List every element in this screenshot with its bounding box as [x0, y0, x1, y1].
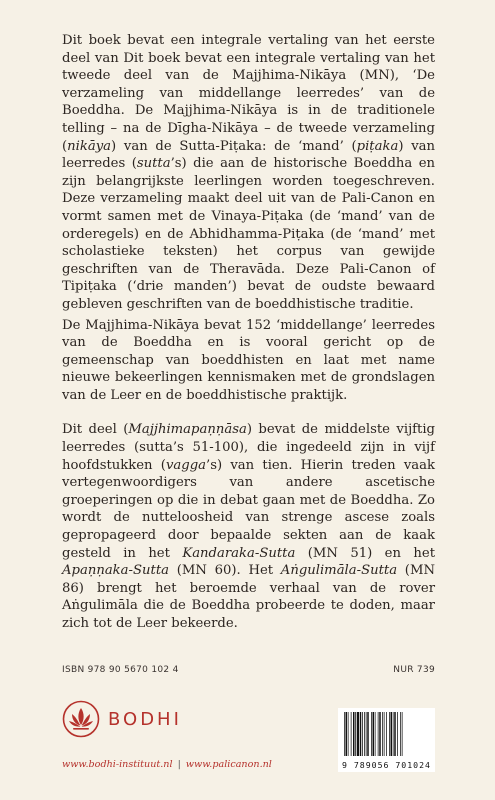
italic-term: vagga: [165, 457, 206, 473]
italic-term: nikāya: [67, 138, 112, 154]
paragraph-volume: [62, 421, 435, 632]
paragraph-intro: [62, 32, 435, 314]
text-run: ) van de Sutta-Piṭaka: de ‘mand’ (: [111, 138, 357, 154]
text-run: ’s) van tien. Hierin treden vaak vertegenwoordigers van andere ascetische groeperingen op die in debat gaan met de Boeddha. Zo wordt de nutteloosheid van strenge ascese zoals gepropageerd door bepaalde sekten aan de kaak gesteld in het: [62, 457, 436, 561]
strikethrough-line: Dit boek bevat een integrale vertaling van het eerste deel van: [62, 33, 435, 66]
italic-term: sutta: [136, 156, 171, 172]
italic-term: piṭaka: [356, 138, 399, 154]
website-link[interactable]: www.palicanon.nl: [185, 759, 272, 770]
text-run: ’s) die aan de historische Boeddha en zijn belangrijkste leerlingen worden toegeschreven. Deze verzameling maakt deel uit van de Pali-Canon en vormt samen met de Vinaya-Piṭaka (de ‘mand’ van de orderegels) en de Abhidhamma-Piṭaka (de ‘mand’ met scholastieke teksten) het corpus van gewijde geschriften van de Theravāda. Deze Pali-Canon of Tipiṭaka (‘drie manden’) bevat de oudste bewaard gebleven geschriften van de boeddhistische traditie.: [62, 156, 435, 312]
text-run: ) van leerredes (: [62, 138, 435, 172]
nur-code: NUR 739: [393, 665, 435, 675]
text-run: (MN 86) brengt het beroemde verhaal van de rover Aṅgulimāla die de Boeddha probeerde te doden, maar zich tot de Leer bekeerde.: [62, 563, 435, 631]
text-run: ) bevat de middelste vijftig leerredes (sutta’s 51-100), die ingedeeld zijn in vijf hoofdstukken (: [62, 422, 435, 473]
paragraph-collection: De Majjhima-Nikāya bevat 152 ‘middellange’ leerredes van de Boeddha en is vooral gericht op de gemeenschap van boeddhisten en laat met name nieuwe bekeerlingen kennismaken met de grondslagen van de Leer en de boeddhistische praktijk.: [62, 317, 435, 403]
blurb-text: [62, 32, 435, 633]
barcode-number: 9 789056 701024: [342, 760, 431, 770]
italic-term: Aṅgulimāla-Sutta: [280, 563, 398, 579]
website-links: [62, 759, 272, 770]
italic-term: Majjhimapaṇṇāsa: [128, 422, 247, 438]
text-run: Dit deel (: [62, 422, 129, 438]
link-separator: |: [177, 759, 181, 770]
isbn-text: ISBN 978 90 5670 102 4: [62, 665, 179, 675]
text-run: (MN 51) en het: [295, 545, 435, 561]
italic-term: Apaṇṇaka-Sutta: [62, 563, 169, 579]
website-link[interactable]: www.bodhi-instituut.nl: [62, 759, 173, 770]
isbn-line: [62, 665, 435, 675]
italic-term: Kandaraka-Sutta: [182, 545, 296, 561]
text-run: Dit boek bevat een integrale vertaling van het tweede deel van de Majjhima-Nikāya (MN), ‘De verzameling van middellange leerredes’ van de Boeddha. De Majjhima-Nikāya is in de traditionele telling – na de Dīgha-Nikāya – de tweede verzameling (: [62, 50, 435, 154]
barcode-bars: [338, 708, 435, 762]
text-run: (MN 60). Het: [168, 563, 281, 579]
publisher-logo: [62, 700, 182, 738]
barcode: [338, 708, 435, 772]
lotus-icon: [62, 700, 100, 738]
publisher-name: BODHI: [108, 708, 182, 730]
